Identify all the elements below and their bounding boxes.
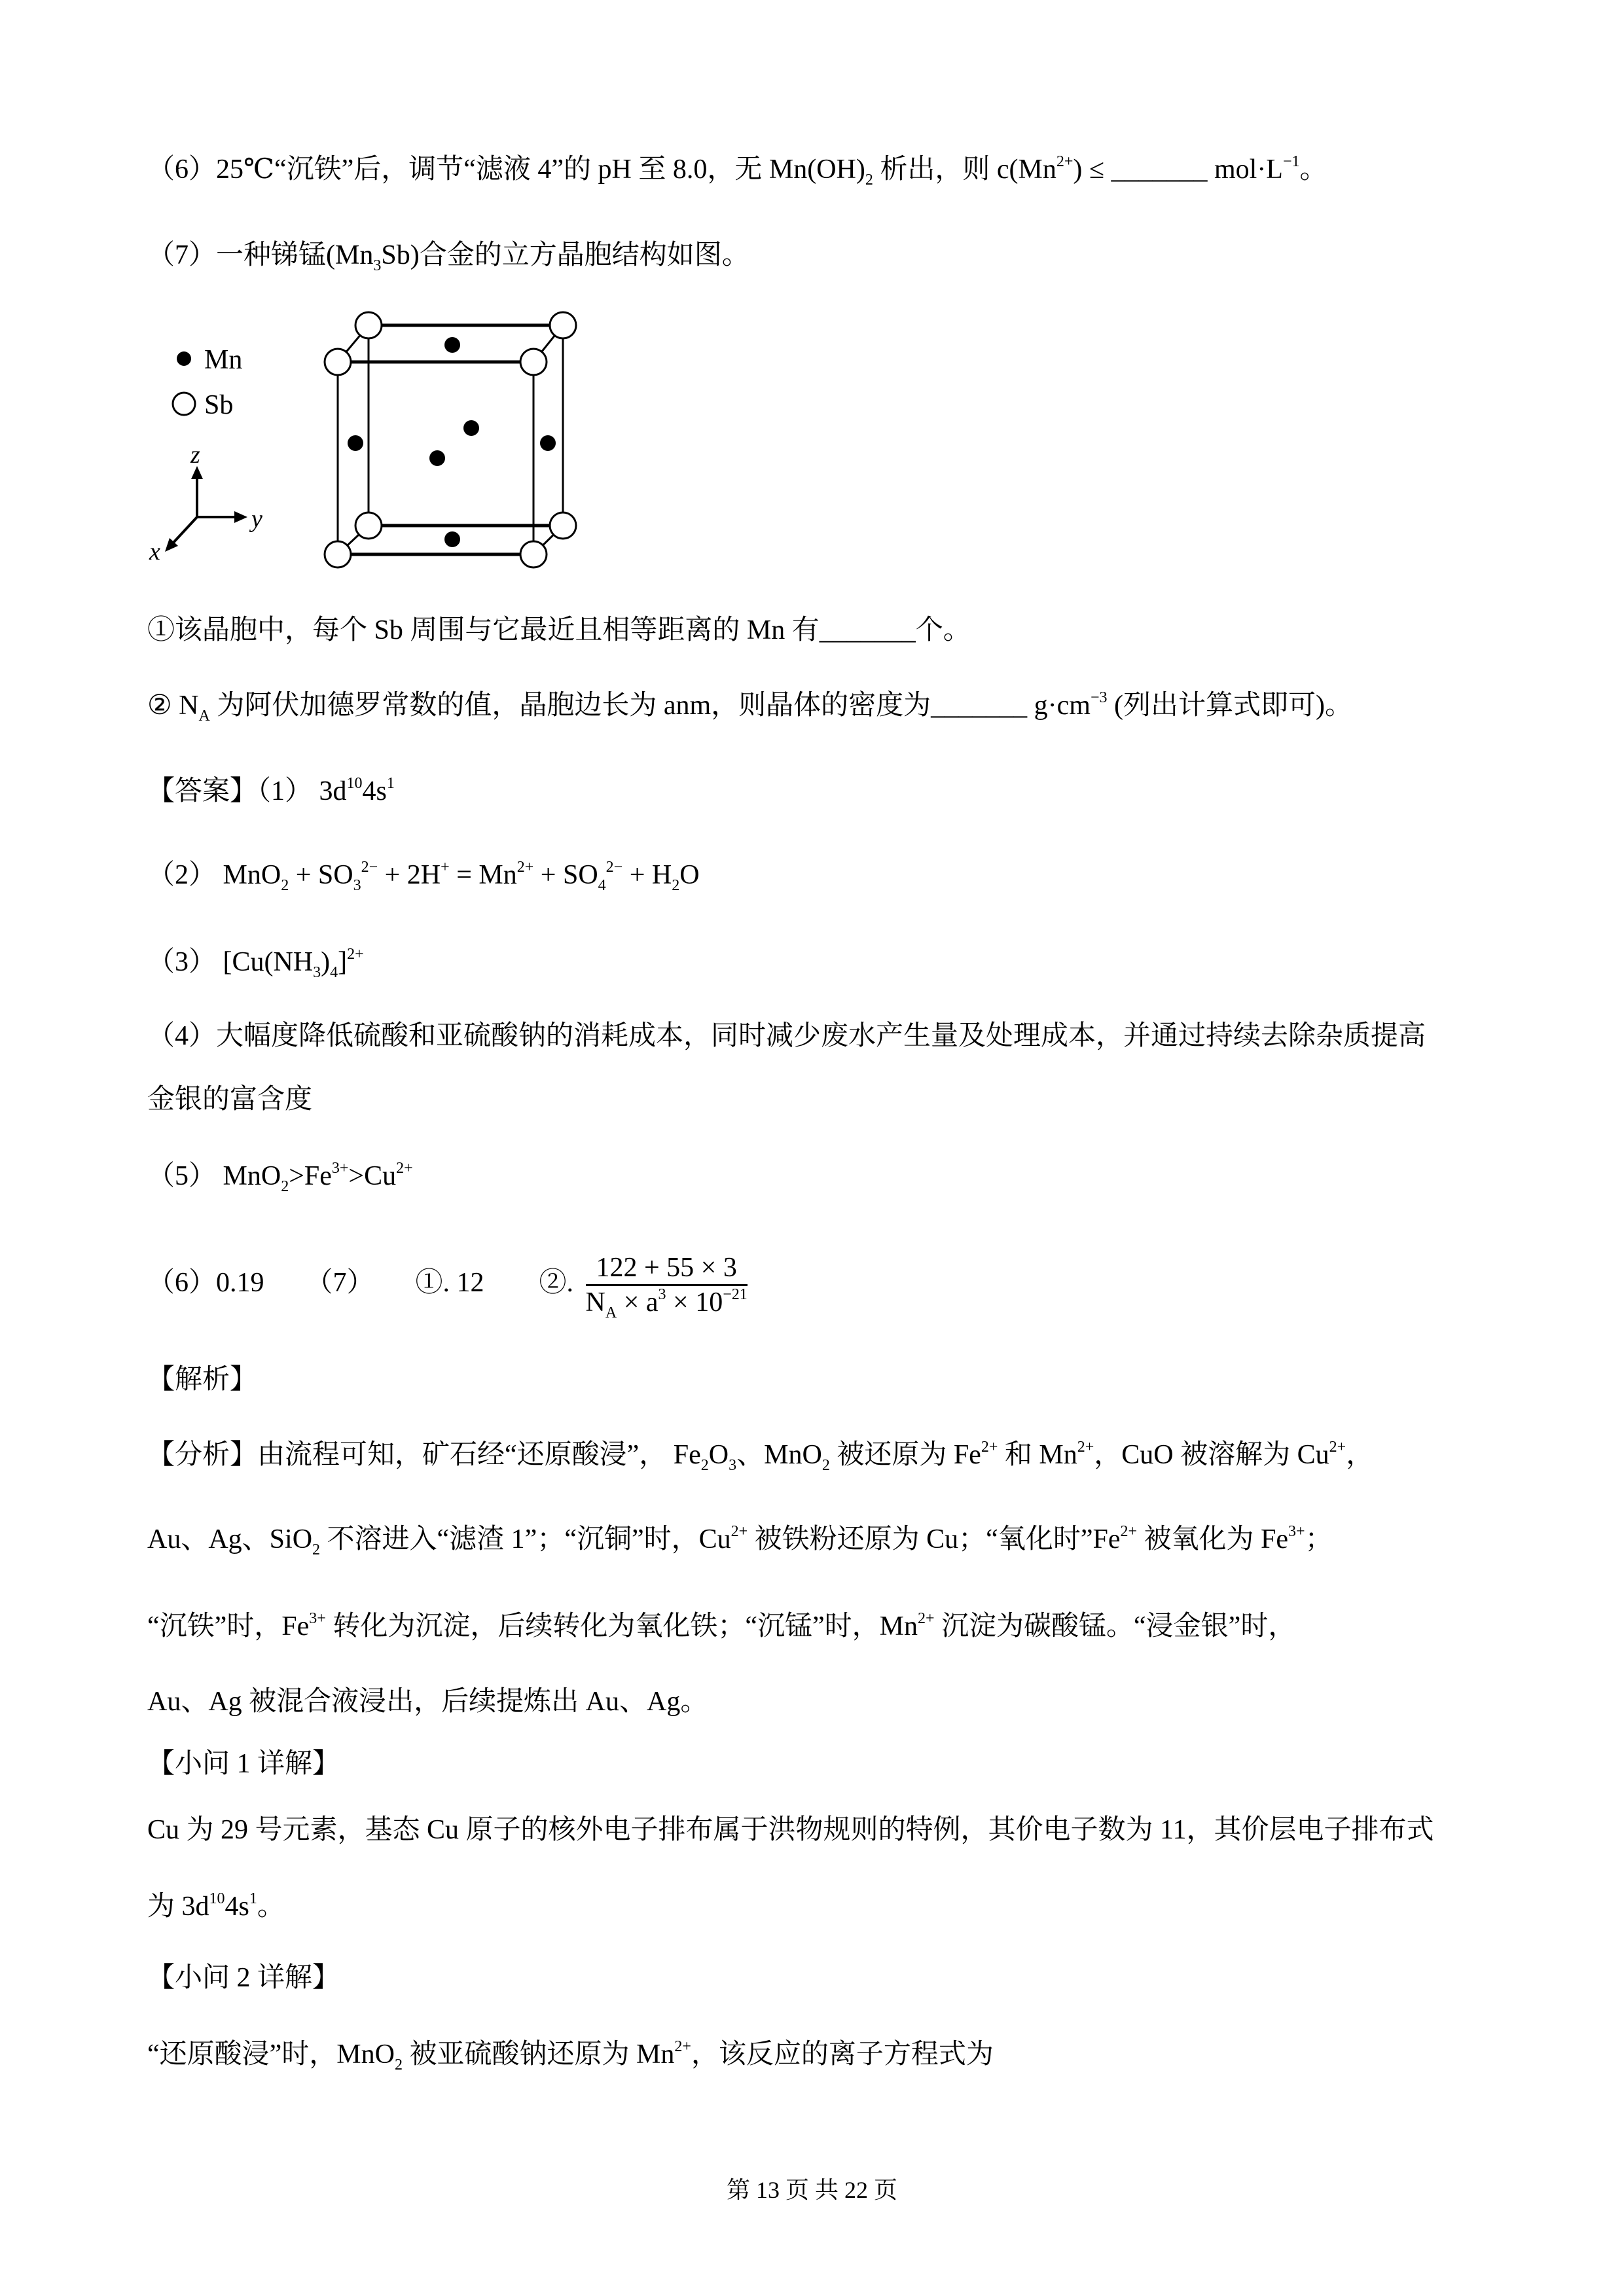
superscript: 2− [361,859,378,876]
subscript: 3 [729,1457,737,1474]
text-run: （2） MnO [147,860,281,890]
text-run: ② N [147,691,199,721]
superscript: 2+ [396,1160,413,1177]
line-ans6 [147,1247,748,1319]
text-run: 【小问 1 详解】 [147,1749,340,1779]
superscript: −3 [1090,689,1108,706]
superscript: 3+ [1288,1523,1305,1540]
superscript: 2+ [347,946,364,963]
superscript: 2+ [1120,1523,1138,1540]
text-run: + SO [533,860,598,890]
text-run: 4s [362,776,387,806]
superscript: 2+ [1077,1439,1094,1456]
text-run: 。 [1299,154,1327,185]
text-run: + 2H [378,860,441,890]
sb-atom-icon [355,512,382,539]
subscript: 2 [312,1541,321,1558]
text-run: 4s [225,1892,249,1922]
axis-x-label: x [149,538,160,565]
line-ans1 [147,772,395,811]
line-ans5 [147,1157,413,1196]
mn-legend-dot-icon [177,351,191,366]
text-run: ，CuO 被溶解为 Cu [1094,1440,1329,1470]
line-fx3 [147,1607,1295,1646]
text-run: Au、Ag 被混合液浸出，后续提炼出 Au、Ag。 [147,1687,708,1717]
subscript: 3 [353,877,361,894]
subscript: 4 [330,964,338,981]
text-run: (列出计算式即可)。 [1107,691,1352,721]
superscript: 2+ [1329,1439,1346,1456]
text-run: 被氧化为 Fe [1137,1524,1289,1554]
legend-mn-label: Mn [204,345,243,375]
sb-atom-icon [550,312,576,338]
text-run: ，该反应的离子方程式为 [691,2039,994,2070]
text-run: >Cu [348,1161,397,1191]
superscript: −21 [723,1285,748,1303]
text-run: “沉铁”时，Fe [147,1611,310,1641]
text-run: （5） MnO [147,1161,281,1191]
superscript: + [441,859,450,876]
text-run: 【答案】（1） 3d [147,776,347,806]
text-run: 金银的富含度 [147,1085,313,1115]
mn-atom-icon [429,450,445,466]
text-run: ] [338,947,348,977]
superscript: 2+ [981,1439,998,1456]
text-run: ①该晶胞中，每个 Sb 周围与它最近且相等距离的 Mn 有_______个。 [147,615,971,645]
text-run: 沉淀为碳酸锰。“浸金银”时， [934,1611,1296,1641]
text-run: 【解析】 [147,1365,258,1395]
sb-legend-circle-icon [173,393,195,415]
text-run: O [708,1440,729,1470]
line-ans4 [147,1016,1426,1056]
sb-atom-icon [550,512,576,539]
line-fx2 [147,1520,1333,1559]
superscript: 2+ [917,1610,935,1627]
subscript: 2 [394,2056,403,2073]
sb-atom-icon [520,349,547,375]
text-run: ) [321,947,331,977]
superscript: 1 [249,1890,257,1907]
text-run: （3） [Cu(NH [147,947,314,977]
text-run: 【小问 2 详解】 [147,1963,340,1993]
text-run: （7）一种锑锰(Mn [147,240,374,270]
superscript: 2+ [731,1523,748,1540]
mn-atom-icon [444,337,460,353]
text-run: 。 [257,1892,285,1922]
superscript: −1 [1282,153,1300,170]
subscript: 2 [672,877,680,894]
line-x1a [147,1810,1434,1850]
text-run: Au、Ag、SiO [147,1524,313,1554]
text-run: （6）0.19 （7） ①. 12 ②. [147,1268,581,1298]
text-run: × a [617,1287,659,1318]
subscript: 2 [865,171,873,188]
superscript: 10 [346,775,363,792]
superscript: 2+ [1056,153,1074,170]
line-x2 [147,1958,340,1998]
sb-atom-icon [520,541,547,567]
text-run: 为阿伏加德罗常数的值，晶胞边长为 anm，则晶体的密度为_______ g·cm [209,691,1091,721]
page-footer: 第 13 页 共 22 页 [726,2177,897,2203]
text-run: ； [1305,1524,1333,1554]
sb-atom-icon [325,541,351,567]
line-q7-2 [147,686,1352,725]
subscript: 2 [281,1178,289,1195]
axis-y-label: y [251,505,262,533]
text-run: 转化为沉淀，后续转化为氧化铁；“沉锰”时，Mn [325,1611,918,1641]
text-run: 被亚硫酸钠还原为 Mn [402,2039,675,2070]
text-run: 被还原为 Fe [829,1440,981,1470]
text-run: 【分析】由流程可知，矿石经“还原酸浸”， Fe [147,1440,701,1470]
sb-atom-icon [355,312,382,338]
line-ans4b [147,1080,312,1119]
text-run: “还原酸浸”时，MnO [147,2039,395,2070]
density-fraction [586,1251,748,1319]
subscript: A [198,708,210,725]
line-x1 [147,1744,340,1784]
subscript: 2 [821,1457,830,1474]
subscript: 2 [281,877,289,894]
superscript: 10 [209,1890,225,1907]
superscript: 1 [386,775,395,792]
superscript: 3 [658,1285,666,1303]
sb-atom-icon [325,349,351,375]
text-run: + SO [289,860,353,890]
fraction-numerator: 122 + 55 × 3 [586,1251,748,1286]
text-run: ， [1346,1440,1374,1470]
mn-atom-icon [444,531,460,547]
text-run: + H [623,860,672,890]
line-x1b [147,1887,285,1926]
axis-z-label: z [190,441,200,469]
subscript: 2 [700,1457,709,1474]
text-run: Sb)合金的立方晶胞结构如图。 [381,240,749,270]
legend-sb-label: Sb [204,390,234,420]
text-run: 析出，则 c(Mn [873,154,1056,185]
text-run: × 10 [666,1287,723,1318]
text-run: = Mn [449,860,517,890]
line-jiexi [147,1360,257,1399]
text-run: O [679,860,700,890]
crystal-cell-figure [0,0,655,622]
subscript: 3 [313,964,321,981]
superscript: 3+ [331,1160,349,1177]
mn-atom-icon [540,435,556,451]
text-run: 不溶进入“滤渣 1”；“沉铜”时，Cu [320,1524,731,1554]
text-run: 被铁粉还原为 Cu；“氧化时”Fe [748,1524,1121,1554]
mn-atom-icon [463,420,479,436]
fraction-denominator [586,1286,748,1319]
mn-atom-icon [348,435,363,451]
subscript: A [605,1304,617,1321]
text-run: （4）大幅度降低硫酸和亚硫酸钠的消耗成本，同时减少废水产生量及处理成本，并通过持续去除杂质提高 [147,1021,1426,1051]
text-run: 和 Mn [998,1440,1077,1470]
superscript: 2+ [516,859,534,876]
superscript: 2− [605,859,623,876]
axes-icon [165,466,247,552]
line-ans3 [147,942,364,982]
text-run: ) ≤ _______ mol·L [1073,154,1283,185]
subscript: 3 [373,257,382,274]
text-run: >Fe [289,1161,332,1191]
superscript: 3+ [309,1610,326,1627]
text-run: Cu 为 29 号元素，基态 Cu 原子的核外电子排布属于洪物规则的特例，其价电子数为 11，其价层电子排布式 [147,1815,1434,1845]
subscript: 4 [598,877,606,894]
line-fx4 [147,1682,708,1721]
text-run: N [585,1287,605,1318]
text-run: （6）25℃“沉铁”后，调节“滤液 4”的 pH 至 8.0，无 Mn(OH) [147,154,865,185]
line-fx1 [147,1435,1373,1475]
text-run: 、MnO [736,1440,822,1470]
text-run: 为 3d [147,1892,209,1922]
line-x2a [147,2035,994,2074]
superscript: 2+ [674,2038,691,2055]
line-ans2 [147,855,700,895]
